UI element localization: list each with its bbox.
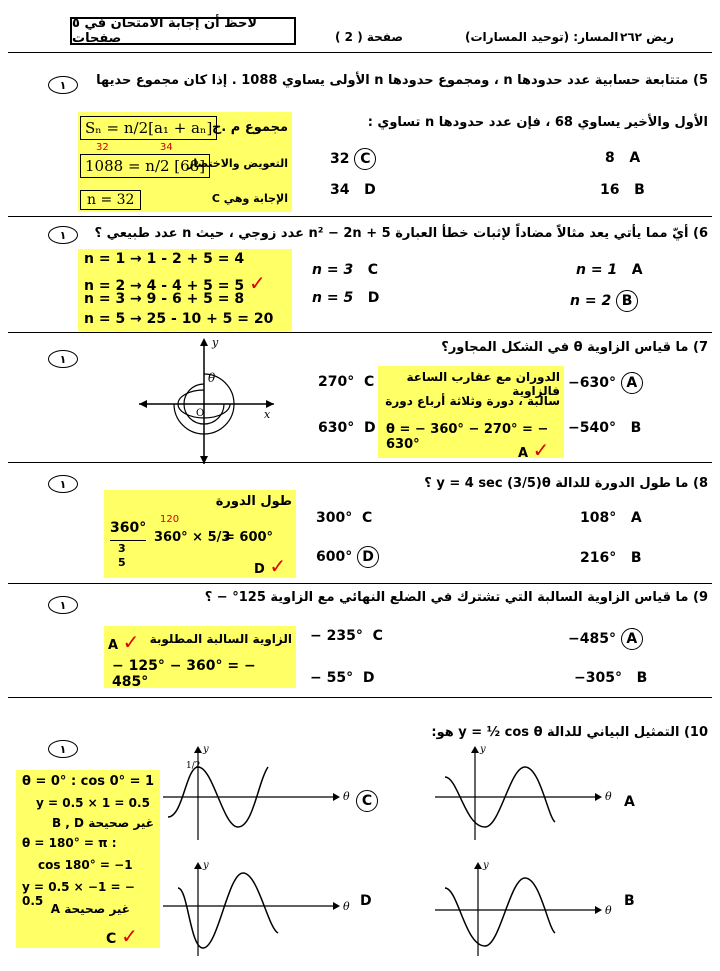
q10-b-theta: θ <box>605 904 612 917</box>
q10-work-4: θ = 180° = π : <box>22 836 117 850</box>
check-icon: ✓ <box>532 438 550 462</box>
q6-work-2: n = 2 → 4 - 4 + 5 = 5 ✓ <box>84 271 266 295</box>
q9-option-b: −305° B <box>574 670 648 686</box>
q8-numerator: 360° <box>110 520 147 536</box>
q10-work-2: y = 0.5 × 1 = 0.5 <box>36 796 150 810</box>
q5-option-c: 32 C <box>330 148 376 170</box>
q7-answer: A ✓ <box>518 438 550 462</box>
q10-option-a: A <box>624 794 635 810</box>
mark-q9: ١ <box>48 596 78 614</box>
q7-equation: θ = − 360° − 270° = − 630° <box>386 422 549 452</box>
q10-c-theta: θ <box>343 790 350 803</box>
q8-cancel-120: 120 <box>160 514 180 525</box>
q6-worked-solution <box>78 249 292 331</box>
q9-line: 9) ما قياس الزاوية السالبة التي تشترك في الضلع النهائي مع الزاوية 125° − ؟ <box>204 590 708 605</box>
q10-d-y: y <box>203 860 209 871</box>
q8-option-b: 216° B <box>580 550 642 566</box>
q7-line: 7) ما قياس الزاوية θ في الشكل المجاور؟ <box>441 340 708 355</box>
selected-answer-circle: C <box>354 148 376 170</box>
q5-line2: الأول والأخير يساوي 68 ، فإن عدد حدودها n تساوي : <box>367 115 708 130</box>
q9-equation: − 125° − 360° = − 485° <box>112 658 256 690</box>
selected-answer-circle: B <box>616 290 638 312</box>
q10-a-y: y <box>480 744 486 755</box>
divider-q6 <box>8 332 712 333</box>
q7-option-c: 270° C <box>318 374 375 390</box>
mark-q8: ١ <box>48 475 78 493</box>
q8-label: طول الدورة <box>215 494 292 509</box>
q7-origin: O <box>196 408 205 419</box>
selected-answer-circle: D <box>357 546 379 568</box>
q5-option-a: 8 A <box>605 150 641 166</box>
divider-q7 <box>8 462 712 463</box>
q10-a-theta: θ <box>605 790 612 803</box>
q5-answer-label: الإجابة وهي C <box>211 192 288 205</box>
q6-work-3: n = 3 → 9 - 6 + 5 = 8 <box>84 291 245 307</box>
q5-line1: 5) متتابعة حسابية عدد حدودها n ، ومجموع حدودها n الأولى يساوي 1088 . إذا كان مجموع حديها <box>96 73 708 88</box>
q10-answer: C ✓ <box>106 924 138 948</box>
q5-substitution: 1088 = n/2 [68] <box>80 154 210 178</box>
check-icon: ✓ <box>122 630 140 654</box>
mark-q6: ١ <box>48 226 78 244</box>
q10-line: 10) التمثيل البياني للدالة y = ½ cos θ هو: <box>431 725 708 740</box>
q7-theta: θ <box>208 371 216 385</box>
divider-q9 <box>8 697 712 698</box>
q6-work-4: n = 5 → 25 - 10 + 5 = 20 <box>84 311 274 327</box>
subject-code: ريض ٢٦٢ <box>620 30 674 44</box>
q9-option-c: − 235° C <box>310 628 383 644</box>
q10-option-c <box>356 790 378 812</box>
q9-option-d: − 55° D <box>310 670 375 686</box>
q5-option-b: 16 B <box>600 182 645 198</box>
q10-graph-c <box>158 742 348 842</box>
q7-worked-solution <box>378 366 564 462</box>
q8-frac-den: 5 <box>118 556 126 569</box>
q5-option-d: 34 D <box>330 182 376 198</box>
q10-work-3: غير صحيحة B , D <box>51 816 154 830</box>
track-label: المسار: (توحيد المسارات) <box>465 30 619 44</box>
q10-c-y: y <box>203 744 209 755</box>
divider-q5 <box>8 216 712 217</box>
q7-option-a: −630° A <box>568 372 643 394</box>
q7-work-1: الدوران مع عقارب الساعة فالزاوية <box>406 370 560 398</box>
q7-work-2: سالبة ، دورة وثلاثة أرباع دورة <box>385 394 560 408</box>
q7-angle-figure <box>134 334 284 466</box>
exam-pages-note: لاحظ أن إجابة الامتحان في ٥ صفحات <box>70 17 296 45</box>
q8-option-d: 600° D <box>316 546 379 568</box>
q8-frac-num: 3 <box>118 542 126 555</box>
mark-q10: ١ <box>48 740 78 758</box>
q7-axis-x: x <box>264 408 271 421</box>
q6-option-d: n = 5 D <box>312 290 380 306</box>
q10-work-5: cos 180° = −1 <box>38 858 133 872</box>
q7-option-b: −540° B <box>568 420 642 436</box>
q10-c-half: 1/2 <box>186 761 201 771</box>
q8-result: = 600° <box>224 530 274 545</box>
q8-option-a: 108° A <box>580 510 642 526</box>
q10-option-d: D <box>360 893 372 909</box>
selected-answer-circle: A <box>621 628 643 650</box>
q5-formula: Sₙ = n/2[a₁ + aₙ] <box>80 116 217 140</box>
mark-q5: ١ <box>48 76 78 94</box>
check-icon: ✓ <box>121 924 138 948</box>
q9-answer: A ✓ <box>108 630 140 654</box>
check-icon: ✓ <box>249 271 266 295</box>
q10-work-6: y = 0.5 × −1 = − 0.5 <box>22 880 135 908</box>
q8-calc: 360° × 5/3 <box>154 530 231 545</box>
q5-formula-label: مجموع م .ح <box>211 120 288 135</box>
selected-answer-circle: A <box>621 372 643 394</box>
q10-option-b: B <box>624 893 635 909</box>
q6-option-b: n = 2 B <box>570 290 638 312</box>
q9-worked-solution <box>104 626 296 688</box>
selected-answer-circle: C <box>356 790 378 812</box>
q5-worked-solution <box>78 112 292 212</box>
q10-worked-solution <box>16 770 160 948</box>
q10-graph-b <box>430 858 620 958</box>
q8-line: 8) ما طول الدورة للدالة y = 4 sec (3/5)θ ؟ <box>424 476 708 491</box>
q10-work-1: θ = 0° : cos 0° = 1 <box>22 774 155 789</box>
q6-work-1: n = 1 → 1 - 2 + 5 = 4 <box>84 251 245 267</box>
q10-graph-a <box>430 742 620 842</box>
q5-cancel-34: 34 <box>160 142 173 153</box>
q5-sub-label: التعويض والاختصار <box>187 157 288 170</box>
q5-result: n = 32 <box>80 190 141 210</box>
q10-b-y: y <box>483 860 489 871</box>
q5-cancel-32: 32 <box>96 142 109 153</box>
header-divider <box>8 52 712 53</box>
q6-option-a: n = 1 A <box>576 262 643 278</box>
q7-option-d: 630° D <box>318 420 376 436</box>
q9-option-a: −485° A <box>568 628 643 650</box>
q6-line: 6) أيّ مما يأتي يعد مثالاً مضاداً لإثبات خطأ العبارة n² − 2n + 5 عدد زوجي ، حيث n عدد طبيعي ؟ <box>94 226 708 241</box>
q6-option-c: n = 3 C <box>312 262 379 278</box>
page-number: صفحة ( 2 ) <box>335 30 404 44</box>
q10-work-7: غير صحيحة A <box>50 902 130 916</box>
q8-answer: D ✓ <box>254 554 287 578</box>
mark-q7: ١ <box>48 350 78 368</box>
q9-label: الزاوية السالبة المطلوبة <box>149 632 292 646</box>
q7-axis-y: y <box>212 336 219 349</box>
q8-option-c: 300° C <box>316 510 373 526</box>
q10-graph-d <box>158 858 348 958</box>
q10-d-theta: θ <box>343 900 350 913</box>
check-icon: ✓ <box>269 554 287 578</box>
q8-worked-solution <box>104 490 296 578</box>
divider-q8 <box>8 583 712 584</box>
